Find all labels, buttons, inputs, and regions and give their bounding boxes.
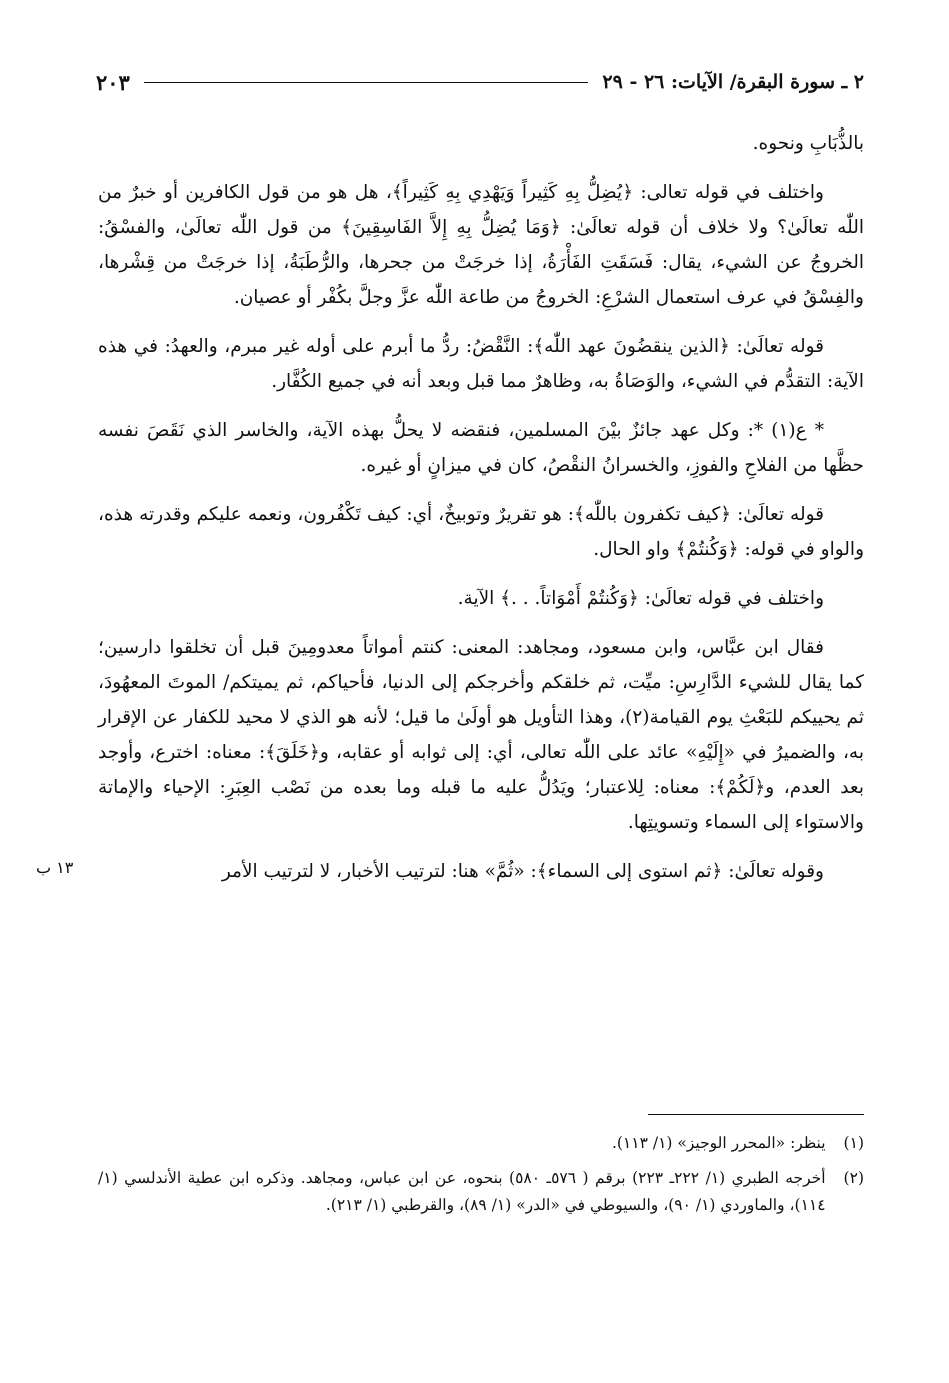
footnote [98, 1165, 864, 1219]
main-text [98, 126, 864, 903]
footnote-rule [648, 1114, 864, 1115]
footnote-text: أخرجه الطبري (١/ ٢٢٢ـ ٢٢٣) برقم ( ٥٧٦ـ ٥٨٠) بنحوه، عن ابن عباس، ومجاهد. وذكره ابن عطية الأندلسي (١/ ١١٤)، والماوردي (١/ ٩٠)، والسيوطي في «الدر» (١/ ٨٩)، والقرطبي (١/ ٢١٣). [98, 1169, 826, 1214]
paragraph: قوله تعالَىٰ: ﴿الذين ينقضُونَ عهد اللّٰه﴾: النَّقْضُ: ردُّ ما أبرم على أوله غير مبرم، والعهدُ: في هذه الآية: التقدُّم في الشيء، والوَصَاةُ به، وظاهرٌ مما قبل وبعد أنه في جميع الكُفَّار. [98, 336, 864, 392]
footnote-number: (١) [843, 1134, 864, 1152]
page-number: ٢٠٣ [96, 69, 130, 95]
paragraph: بالذُّبَابِ ونحوه. [752, 133, 864, 154]
paragraph: وقوله تعالَىٰ: ﴿ثم استوى إلى السماء﴾: «ثُمَّ» هنا: لترتيب الأخبار، لا لترتيب الأمر [221, 861, 824, 882]
footnotes [98, 1130, 864, 1227]
footnote [98, 1130, 864, 1157]
footnote-text: ينظر: «المحرر الوجيز» (١/ ١١٣). [611, 1134, 826, 1152]
chapter-title: ٢ ـ سورة البقرة/ الآيات: ٢٦ - ٢٩ [602, 71, 864, 93]
paragraph: واختلف في قوله تعالى: ﴿يُضِلُّ بِهِ كَثِيراً وَيَهْدِي بِهِ كَثِيراً﴾، هل هو من قول الكافرين أو خبرٌ من اللّٰه تعالَىٰ؟ ولا خلاف أن قوله تعالَىٰ: ﴿وَمَا يُضِلُّ بِهِ إِلاَّ الفَاسِقِينَ﴾ من قول اللّٰه تعالَىٰ، والفسْقُ: الخروجُ عن الشيء، يقال: فَسَقَتِ الفَأْرَةُ، إذا خرجَتْ من جحرها، والرُّطَبَةُ، إذا خرجَتْ من قِشْرها، والفِسْقُ في عرف استعمال الشرْعِ: الخروجُ من طاعة اللّٰه عزَّ وجلَّ بكُفْر أو عصيان. [98, 182, 864, 308]
paragraph: قوله تعالَىٰ: ﴿كيف تكفرون باللّٰه﴾: هو تقريرٌ وتوبيخٌ، أي: كيف تَكْفُرون، ونعمه عليكم وقدرته هذه، والواو في قوله: ﴿وَكُنتُمْ﴾ واو الحال. [98, 504, 864, 560]
running-header [96, 64, 864, 100]
header-rule [144, 82, 589, 83]
footnote-number: (٢) [843, 1169, 864, 1187]
paragraph: واختلف في قوله تعالَىٰ: ﴿وَكُنتُمْ أَمْوَاتاً. . .﴾ الآية. [457, 588, 824, 609]
paragraph: * ع(١) *: وكل عهد جائزٌ بيْنَ المسلمين، فنقضه لا يحلُّ بهذه الآية، والخاسر الذي نَقَصَ نفسه حظَّها من الفلاحِ والفوزِ، والخسرانُ النقْصُ، كان في ميزانٍ أو غيره. [98, 420, 864, 476]
manuscript-folio-note: ١٣ ب [36, 858, 74, 877]
paragraph: فقال ابن عبَّاس، وابن مسعود، ومجاهد: المعنى: كنتم أمواتاً معدومِينَ قبل أن تخلقوا دارسين؛ كما يقال للشيء الدَّارِسِ: ميِّت، ثم خلقكم وأخرجكم إلى الدنيا، فأحياكم، ثم يميتكم/ الموتَ المعهُودَ، ثم يحييكم للبَعْثِ يوم القيامة(٢)، وهذا التأويل هو أولَىٰ ما قيل؛ لأنه هو الذي لا محيد للكفار عن الإقرار به، والضميرُ في «إِلَيْهِ» عائد على اللّٰه تعالى، أي: إلى ثوابه أو عقابه، و﴿خَلَقَ﴾: معناه: اخترع، وأوجد بعد العدم، و﴿لَكُمْ﴾: معناه: لِلاعتبار؛ ويَدُلُّ عليه ما قبله وما بعده من نَصْب العِبَرِ: الإحياء والإماتة والاستواء إلى السماء وتسويتِها. [98, 637, 865, 833]
